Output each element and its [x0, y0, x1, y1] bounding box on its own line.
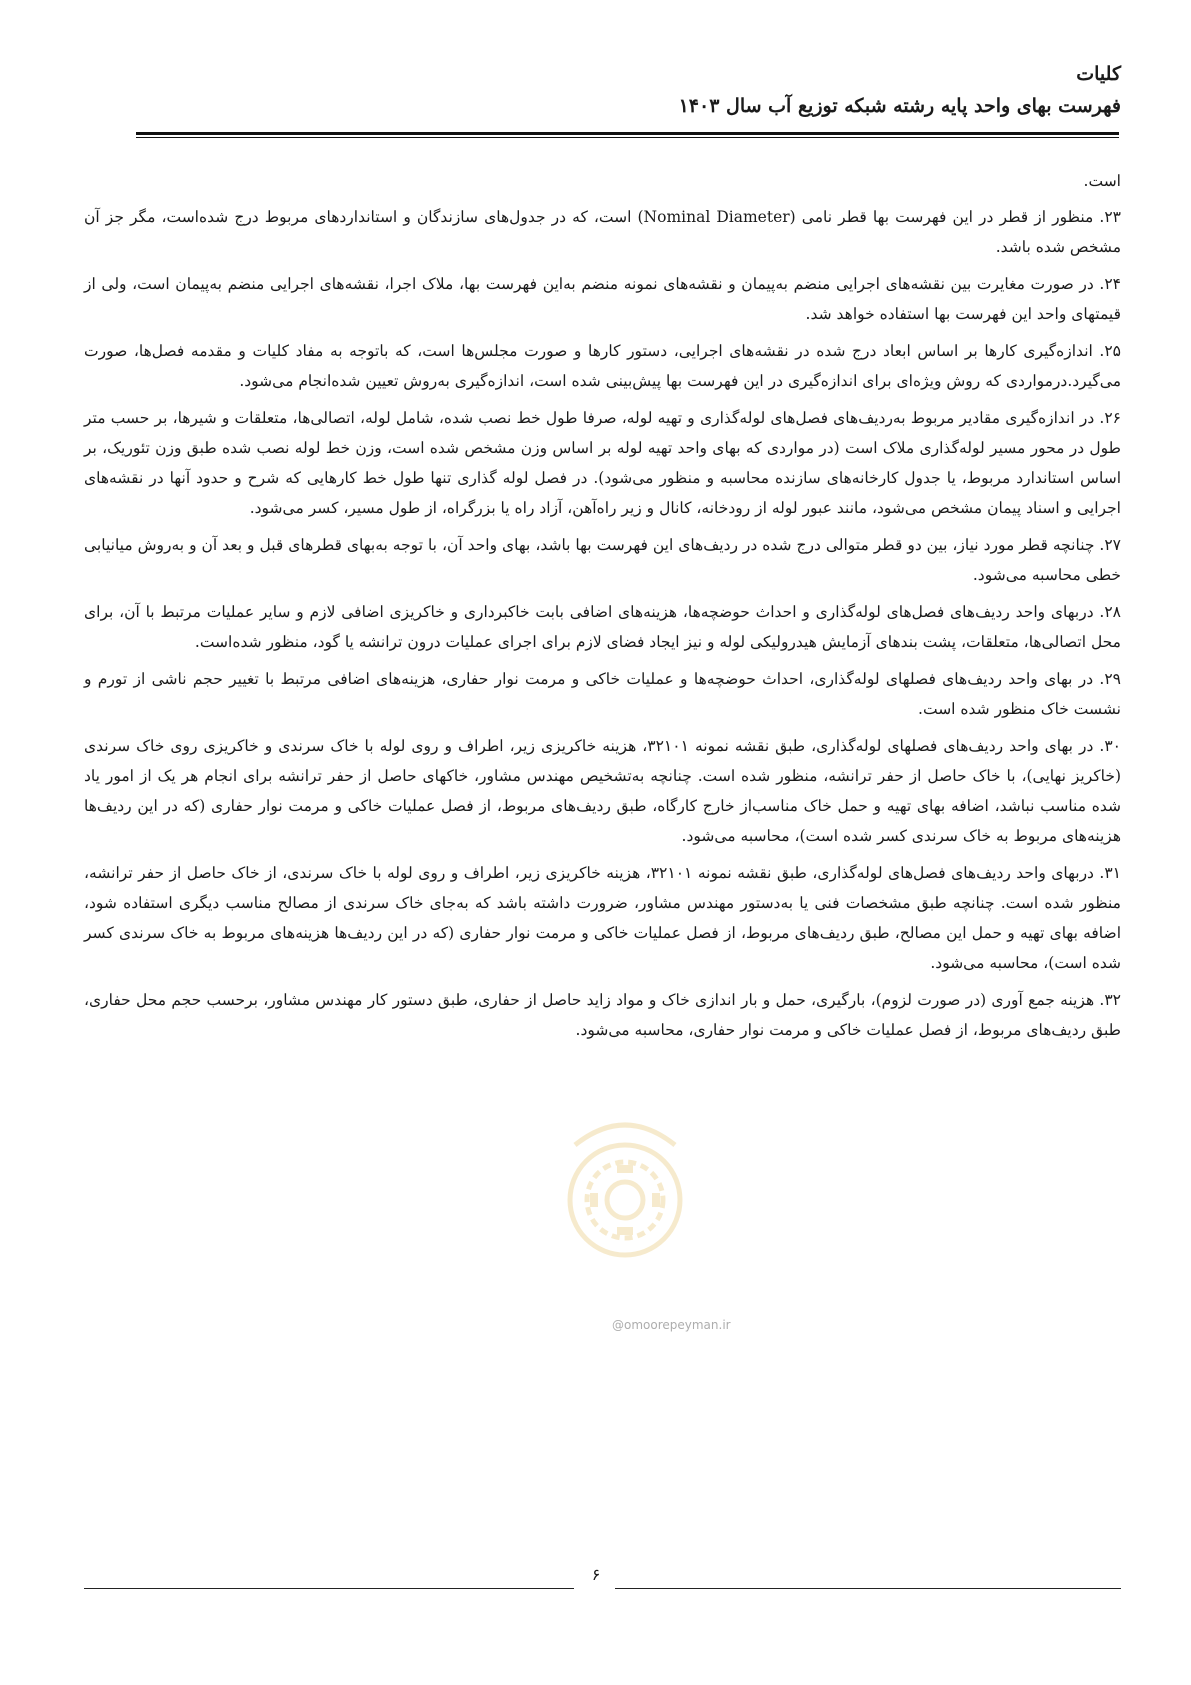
footer-rule-left: [84, 1588, 574, 1589]
paragraph-27: ۲۷. چنانچه قطر مورد نیاز، بین دو قطر متوالی درج شده در ردیف‌های این فهرست بها باشد، بهای واحد آن، با توجه به‌بهای قطرهای قبل و بعد آن و به‌روش میانیابی خطی محاسبه می‌شود.: [84, 536, 1121, 584]
page-number: ۶: [591, 1565, 601, 1584]
document-title: فهرست بهای واحد پایه رشته شبکه توزیع آب سال ۱۴۰۳: [678, 95, 1121, 117]
paragraph-29: ۲۹. در بهای واحد ردیف‌های فصلهای لوله‌گذاری، احداث حوضچه‌ها و عملیات خاکی و مرمت نوار حفاری، هزینه‌های اضافی مرتبط با تغییر حجم ناشی از تورم و نشست خاک منظور شده است.: [84, 670, 1121, 718]
header-rule-thin: [136, 137, 1119, 138]
paragraph-23: ۲۳. منظور از قطر در این فهرست بها قطر نامی (Nominal Diameter) است، که در جدول‌های سازندگان و استانداردهای مربوط درج شده‌است، مگر جز آن مشخص شده باشد.: [84, 208, 1121, 256]
body-text: [84, 166, 1121, 1052]
footer-rule-right: [615, 1588, 1121, 1589]
paragraph-24: ۲۴. در صورت مغایرت بین نقشه‌های اجرایی منضم به‌پیمان و نقشه‌های نمونه منضم به‌این فهرست بها، ملاک اجرا، نقشه‌های اجرایی منضم به‌پیمان است، ولی از قیمتهای واحد این فهرست بها استفاده خواهد شد.: [84, 275, 1121, 323]
section-title: کلیات: [1076, 63, 1121, 85]
header-rule-thick: [136, 132, 1119, 135]
paragraph-31: ۳۱. دربهای واحد ردیف‌های فصل‌های لوله‌گذاری، طبق نقشه نمونه ۳۲۱۰۱، هزینه خاکریزی زیر، اطراف و روی لوله با خاک سرندی، از خاک حاصل از حفر ترانشه، منظور شده است. چنانچه طبق مشخصات فنی یا به‌دستور مهندس مشاور، ضرورت داشته باشد که به‌جای خاک سرندی از مصالح مناسب دیگری استفاده شود، اضافه بهای تهیه و حمل این مصالح، طبق ردیف‌های مربوط، از فصل عملیات خاکی و مرمت نوار حفاری (که در این ردیف‌ها هزینه‌های مربوط به خاک سرندی کسر شده است)، محاسبه می‌شود.: [84, 864, 1121, 972]
page-header: [130, 58, 1121, 122]
paragraph-30: ۳۰. در بهای واحد ردیف‌های فصلهای لوله‌گذاری، طبق نقشه نمونه ۳۲۱۰۱، هزینه خاکریزی زیر، اطراف و روی لوله با خاک سرندی و خاکریزی روی خاک سرندی (خاکریز نهایی)، با خاک حاصل از حفر ترانشه، منظور شده است. چنانچه به‌تشخیص مهندس مشاور، خاکهای حاصل از حفر ترانشه برای انجام هر یک از امور یاد شده مناسب نباشد، اضافه بهای تهیه و حمل خاک مناسب‌از خارج کارگاه، طبق ردیف‌های مربوط، از فصل عملیات خاکی و مرمت نوار حفاری (که در این ردیف‌ها هزینه‌های مربوط به خاک سرندی کسر شده است)، محاسبه می‌شود.: [84, 737, 1121, 845]
paragraph-26: ۲۶. در اندازه‌گیری مقادیر مربوط به‌ردیف‌های فصل‌های لوله‌گذاری و تهیه لوله، صرفا طول خط نصب شده، شامل لوله، اتصالی‌ها، متعلقات و شیرها، بر حسب متر طول در محور مسیر لوله‌گذاری ملاک است (در مواردی که بهای واحد تهیه لوله بر اساس وزن مشخص شده است، وزن خط لوله نصب شده طبق وزن تئوریک، بر اساس استاندارد مربوط، یا جدول کارخانه‌های سازنده محاسبه و منظور می‌شود). در فصل لوله گذاری تنها طول خط کارهایی که شرح و حدود آنها در نقشه‌های اجرایی و اسناد پیمان مشخص می‌شود، مانند عبور لوله از رودخانه، کانال و زیر راه‌آهن، آزاد راه یا بزرگراه، از طول مسیر، کسر می‌شود.: [84, 409, 1121, 517]
paragraph-25: ۲۵. اندازه‌گیری کارها بر اساس ابعاد درج شده در نقشه‌های اجرایی، دستور کارها و صورت مجلس‌ها است، که باتوجه به مفاد کلیات و مقدمه فصل‌ها، صورت می‌گیرد.درمواردی که روش ویژه‌ای برای اندازه‌گیری در این فهرست بها پیش‌بینی شده است، اندازه‌گیری به‌روش تعیین شده‌انجام می‌شود.: [84, 342, 1121, 390]
paragraph-32: ۳۲. هزینه جمع آوری (در صورت لزوم)، بارگیری، حمل و بار اندازی خاک و مواد زاید حاصل از حفاری، طبق دستور کار مهندس مشاور، برحسب حجم محل حفاری، طبق ردیف‌های مربوط، از فصل عملیات خاکی و مرمت نوار حفاری، محاسبه می‌شود.: [84, 991, 1121, 1039]
paragraph-continuation: است.: [1083, 172, 1121, 190]
watermark-logo: [555, 1105, 695, 1305]
paragraph-28: ۲۸. دربهای واحد ردیف‌های فصل‌های لوله‌گذاری و احداث حوضچه‌ها، هزینه‌های اضافی بابت خاکبرداری و خاکریزی اضافی لازم و سایر عملیات مرتبط با آن، برای محل اتصالی‌ها، متعلقات، پشت بندهای آزمایش هیدرولیکی لوله و نیز ایجاد فضای لازم برای اجرای عملیات درون ترانشه یا گود، منظور شده‌است.: [84, 603, 1121, 651]
watermark-url: @omoorepeyman.ir: [612, 1318, 731, 1332]
